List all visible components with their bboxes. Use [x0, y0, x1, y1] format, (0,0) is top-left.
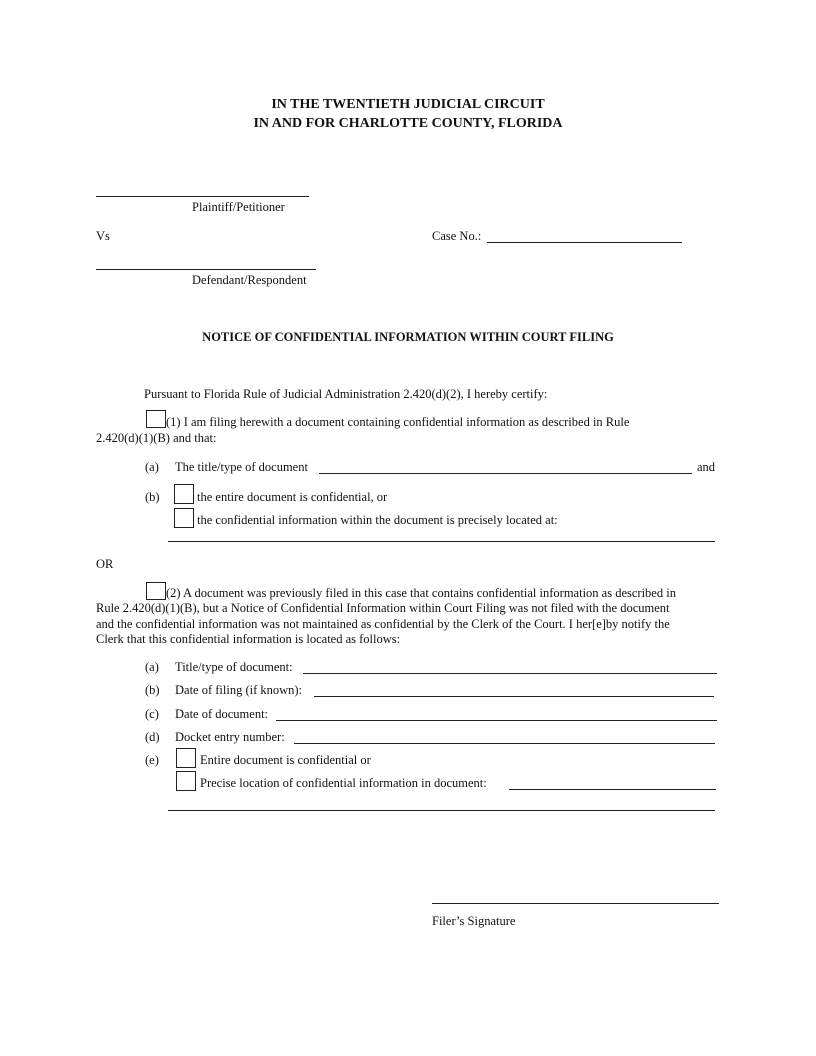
plaintiff-label: Plaintiff/Petitioner: [192, 200, 285, 214]
option2-a-title-line[interactable]: [303, 673, 717, 674]
court-header-line2: IN AND FOR CHARLOTTE COUNTY, FLORIDA: [253, 116, 563, 131]
option2-e-location-checkbox[interactable]: [176, 771, 196, 791]
or-label: OR: [96, 557, 114, 571]
option2-text-line1: (2) A document was previously filed in this case that contains confidential information as described in: [166, 586, 676, 600]
option1-text-line1: (1) I am filing herewith a document containing confidential information as described in Rule: [166, 415, 630, 429]
signature-line[interactable]: [432, 903, 719, 904]
option2-a-label: Title/type of document:: [175, 660, 293, 674]
option2-d-label: Docket entry number:: [175, 730, 285, 744]
intro-text: Pursuant to Florida Rule of Judicial Administration 2.420(d)(2), I hereby certify:: [144, 387, 548, 401]
option1-a-and: and: [697, 460, 716, 474]
plaintiff-line[interactable]: [96, 196, 309, 197]
option2-a-marker: (a): [145, 660, 159, 674]
notice-title: NOTICE OF CONFIDENTIAL INFORMATION WITHIN COURT FILING: [202, 330, 614, 344]
case-no-label: Case No.:: [432, 229, 482, 243]
option1-b-entire-label: the entire document is confidential, or: [197, 490, 388, 504]
option2-b-date-filing-line[interactable]: [314, 696, 714, 697]
option2-d-docket-line[interactable]: [294, 743, 715, 744]
option2-c-date-document-line[interactable]: [276, 720, 717, 721]
option1-a-marker: (a): [145, 460, 159, 474]
option2-e-entire-label: Entire document is confidential or: [200, 753, 371, 767]
option1-a-title-line[interactable]: [319, 473, 692, 474]
option1-checkbox[interactable]: [146, 410, 166, 428]
option2-checkbox[interactable]: [146, 582, 166, 600]
option2-text-line2: Rule 2.420(d)(1)(B), but a Notice of Confidential Information within Court Filing was not filed with the document: [96, 601, 670, 615]
case-no-line[interactable]: [487, 242, 682, 243]
option1-a-label: The title/type of document: [175, 460, 308, 474]
option2-d-marker: (d): [145, 730, 160, 744]
option1-b-entire-checkbox[interactable]: [174, 484, 194, 504]
option1-location-line[interactable]: [168, 541, 715, 542]
option2-e-marker: (e): [145, 753, 159, 767]
option2-e-location-label: Precise location of confidential information in document:: [200, 776, 487, 790]
option1-b-location-label: the confidential information within the document is precisely located at:: [197, 513, 558, 527]
defendant-label: Defendant/Respondent: [192, 273, 307, 287]
option2-e-location-line[interactable]: [509, 789, 716, 790]
option2-text-line3: and the confidential information was not maintained as confidential by the Clerk of the Court. I her[e]by notify the: [96, 617, 670, 631]
option2-c-marker: (c): [145, 707, 159, 721]
option2-extra-location-line[interactable]: [168, 810, 715, 811]
option1-b-marker: (b): [145, 490, 160, 504]
signature-label: Filer’s Signature: [432, 914, 516, 928]
option2-e-entire-checkbox[interactable]: [176, 748, 196, 768]
vs-label: Vs: [96, 229, 110, 243]
option2-c-label: Date of document:: [175, 707, 269, 721]
option2-text-line4: Clerk that this confidential information is located as follows:: [96, 632, 401, 646]
defendant-line[interactable]: [96, 269, 316, 270]
court-header-line1: IN THE TWENTIETH JUDICIAL CIRCUIT: [271, 97, 545, 112]
option1-b-location-checkbox[interactable]: [174, 508, 194, 528]
option2-b-label: Date of filing (if known):: [175, 683, 303, 697]
option1-text-line2: 2.420(d)(1)(B) and that:: [96, 431, 217, 445]
option2-b-marker: (b): [145, 683, 160, 697]
